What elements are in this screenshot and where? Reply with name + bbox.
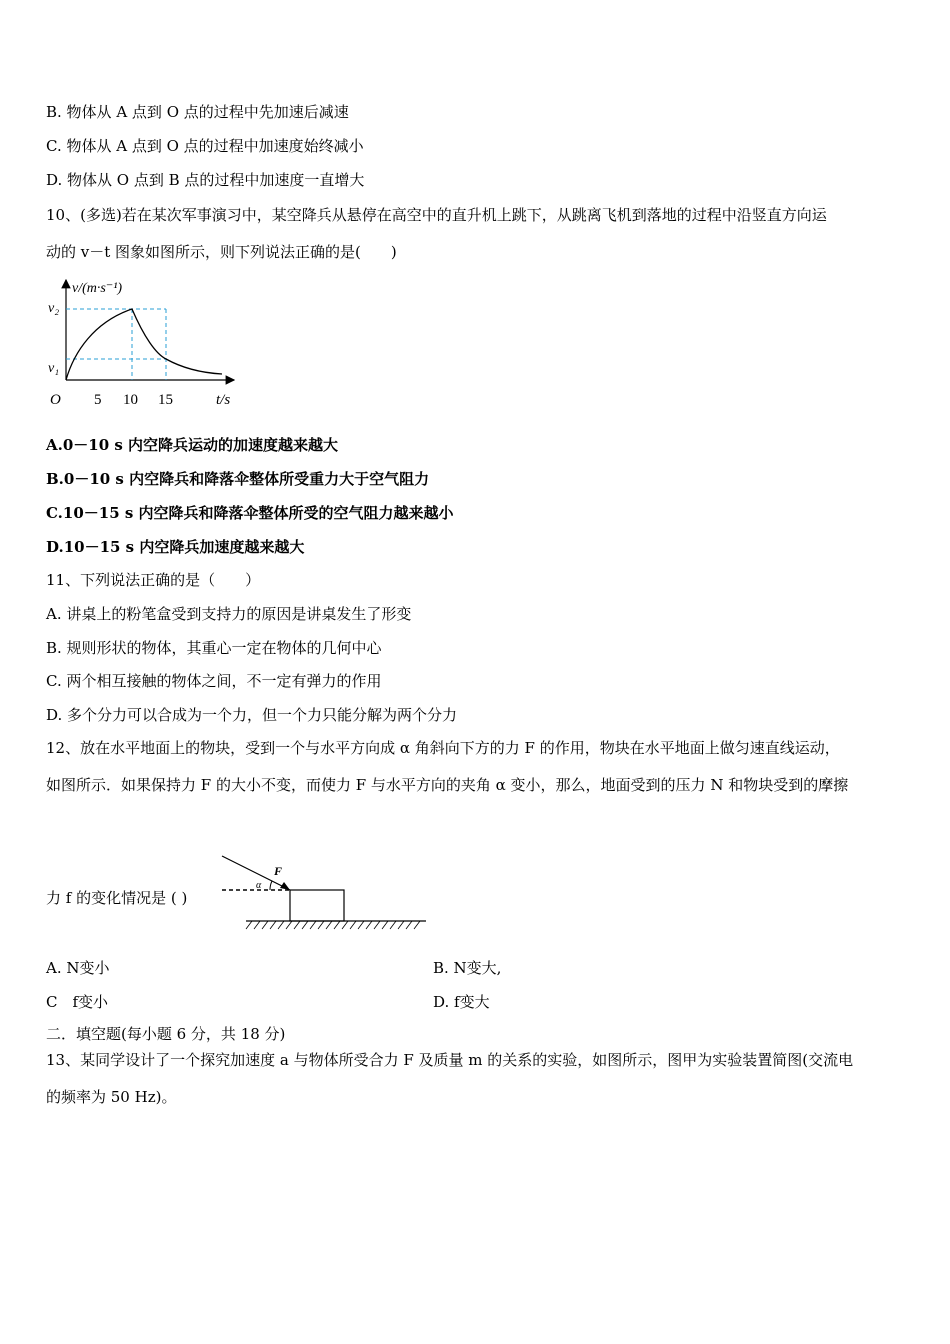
q12-option-c: C f变小	[46, 993, 109, 1011]
q11-stem: 11、下列说法正确的是（ ）	[46, 571, 261, 589]
angle-arc	[270, 881, 272, 890]
q9-option-c: C. 物体从 A 点到 O 点的过程中加速度始终减小	[46, 137, 364, 155]
origin-label: O	[50, 392, 61, 408]
q12-line1: 12、放在水平地面上的物块，受到一个与水平方向成 α 角斜向下方的力 F 的作用，物块在水平地面上做匀速直线运动，	[46, 739, 840, 757]
q10-option-c: C.10－15 s 内空降兵和降落伞整体所受的空气阻力越来越小	[46, 504, 454, 522]
block-force-figure	[218, 850, 433, 932]
q12-option-d: D. f变大	[433, 993, 490, 1011]
angle-label: α	[256, 880, 262, 891]
q12-option-a: A. N变小	[46, 959, 110, 977]
q13-line1: 13、某同学设计了一个探究加速度 a 与物体所受合力 F 及质量 m 的关系的实验，如图所示，图甲为实验装置简图(交流电	[46, 1051, 854, 1069]
vt-curve	[66, 309, 222, 380]
tick-5: 5	[94, 392, 102, 408]
q11-option-b: B. 规则形状的物体，其重心一定在物体的几何中心	[46, 639, 382, 657]
ground-hatching	[246, 921, 420, 929]
x-axis-label: t/s	[216, 392, 231, 408]
q12-line3: 力 f 的变化情况是 ( )	[46, 889, 188, 907]
q11-option-a: A. 讲桌上的粉笔盒受到支持力的原因是讲桌发生了形变	[46, 605, 412, 623]
q11-option-d: D. 多个分力可以合成为一个力，但一个力只能分解为两个分力	[46, 706, 458, 724]
q10-option-a: A.0－10 s 内空降兵运动的加速度越来越大	[46, 436, 339, 454]
q9-option-b: B. 物体从 A 点到 O 点的过程中先加速后减速	[46, 103, 349, 121]
vt-graph	[44, 272, 244, 412]
v2-label: v₂	[48, 301, 60, 316]
q9-option-d: D. 物体从 O 点到 B 点的过程中加速度一直增大	[46, 171, 365, 189]
y-axis-label: v/(m·s⁻¹)	[72, 281, 123, 296]
q13-line2: 的频率为 50 Hz)。	[46, 1088, 177, 1106]
force-label: F	[274, 864, 283, 878]
block	[290, 890, 344, 921]
tick-10: 10	[123, 392, 138, 408]
q10-option-d: D.10－15 s 内空降兵加速度越来越大	[46, 538, 305, 556]
q11-option-c: C. 两个相互接触的物体之间，不一定有弹力的作用	[46, 672, 382, 690]
v1-label: v₁	[48, 361, 60, 376]
q10-stem-line2: 动的 v－t 图象如图所示，则下列说法正确的是( )	[46, 243, 397, 261]
section-title: 二．填空题(每小题 6 分，共 18 分)	[46, 1025, 286, 1043]
q10-stem-line1: 10、(多选)若在某次军事演习中，某空降兵从悬停在高空中的直升机上跳下，从跳离飞机到落地的过程中沿竖直方向运	[46, 206, 827, 224]
q10-option-b: B.0－10 s 内空降兵和降落伞整体所受重力大于空气阻力	[46, 470, 430, 488]
q12-option-b: B. N变大,	[433, 959, 502, 977]
q12-line2: 如图所示．如果保持力 F 的大小不变，而使力 F 与水平方向的夹角 α 变小，那么，地面受到的压力 N 和物块受到的摩擦	[46, 776, 849, 794]
tick-15: 15	[158, 392, 173, 408]
